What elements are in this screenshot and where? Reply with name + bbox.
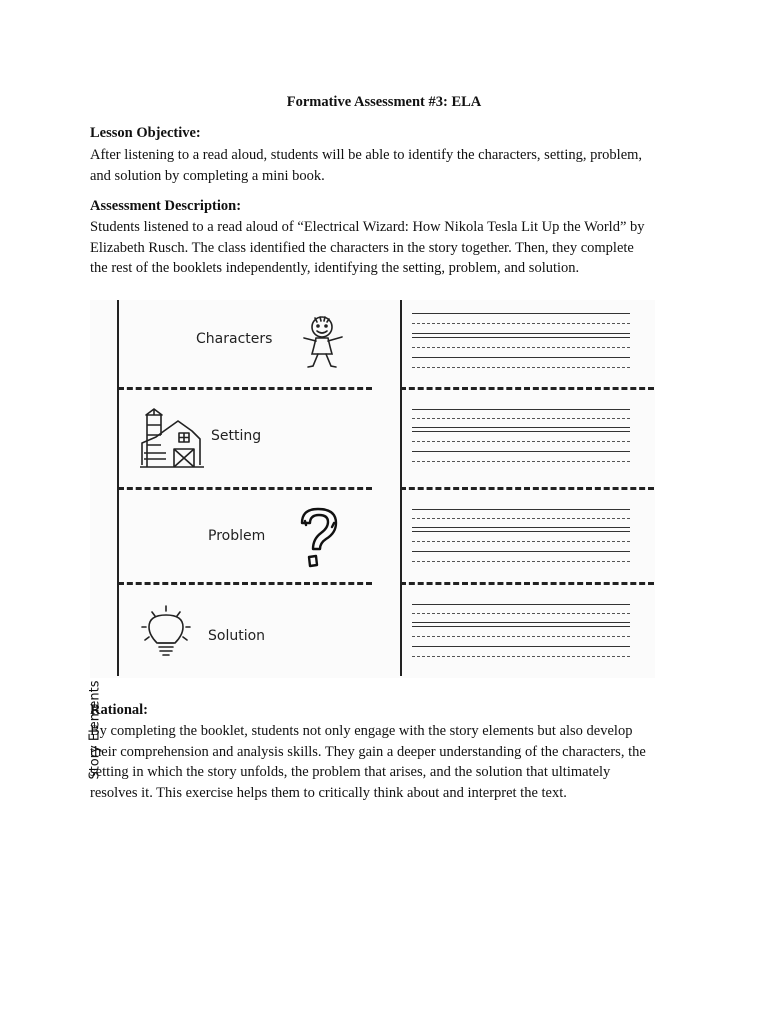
assessment-description-heading: Assessment Description: [90, 198, 242, 214]
assessment-description-text [90, 217, 680, 279]
divider-right [400, 582, 654, 585]
text-line: After listening to a read aloud, students will be able to identify the characters, setting, problem, [90, 147, 643, 163]
text-line: By completing the booklet, students not only engage with the story elements but also develop [90, 723, 633, 739]
divider-left [118, 582, 372, 585]
rationale-heading: Rational: [90, 702, 148, 718]
text-line: Students listened to a read aloud of “Electrical Wizard: How Nikola Tesla Lit Up the World” by [90, 219, 645, 235]
text-line: resolves it. This exercise helps them to critically think about and interpret the text. [90, 784, 567, 801]
lesson-objective-text [90, 145, 680, 186]
element-label-problem: Problem [208, 528, 266, 544]
writing-lines [412, 604, 630, 657]
element-label-characters: Characters [196, 331, 273, 347]
document-title: Formative Assessment #3: ELA [286, 94, 482, 110]
element-label-setting: Setting [211, 428, 262, 444]
element-label-solution: Solution [208, 628, 266, 644]
rationale-text [90, 721, 680, 803]
text-line: Elizabeth Rusch. The class identified the characters in the story together. Then, they complete [90, 239, 634, 256]
lesson-objective-heading: Lesson Objective: [90, 125, 201, 141]
text-line: their comprehension and analysis skills. They gain a deeper understanding of the characters, the [90, 743, 646, 760]
text-line: setting in which the story unfolds, the problem that arises, and the solution that ultimately [90, 764, 611, 780]
writing-lines [412, 509, 630, 562]
divider-right [400, 487, 654, 490]
text-line: the rest of the booklets independently, identifying the setting, problem, and solution. [90, 260, 580, 276]
divider-left [118, 487, 372, 490]
divider-left [118, 387, 372, 390]
divider-right [400, 387, 654, 390]
booklet-side-label-text: Story Elements [87, 680, 103, 780]
writing-lines [412, 409, 630, 462]
light-bulb-icon [139, 603, 193, 661]
question-mark-icon [296, 505, 342, 571]
farm-barn-icon [138, 405, 208, 471]
stick-figure-icon [298, 314, 348, 370]
writing-lines [412, 313, 630, 368]
text-line: and solution by completing a mini book. [90, 167, 325, 184]
